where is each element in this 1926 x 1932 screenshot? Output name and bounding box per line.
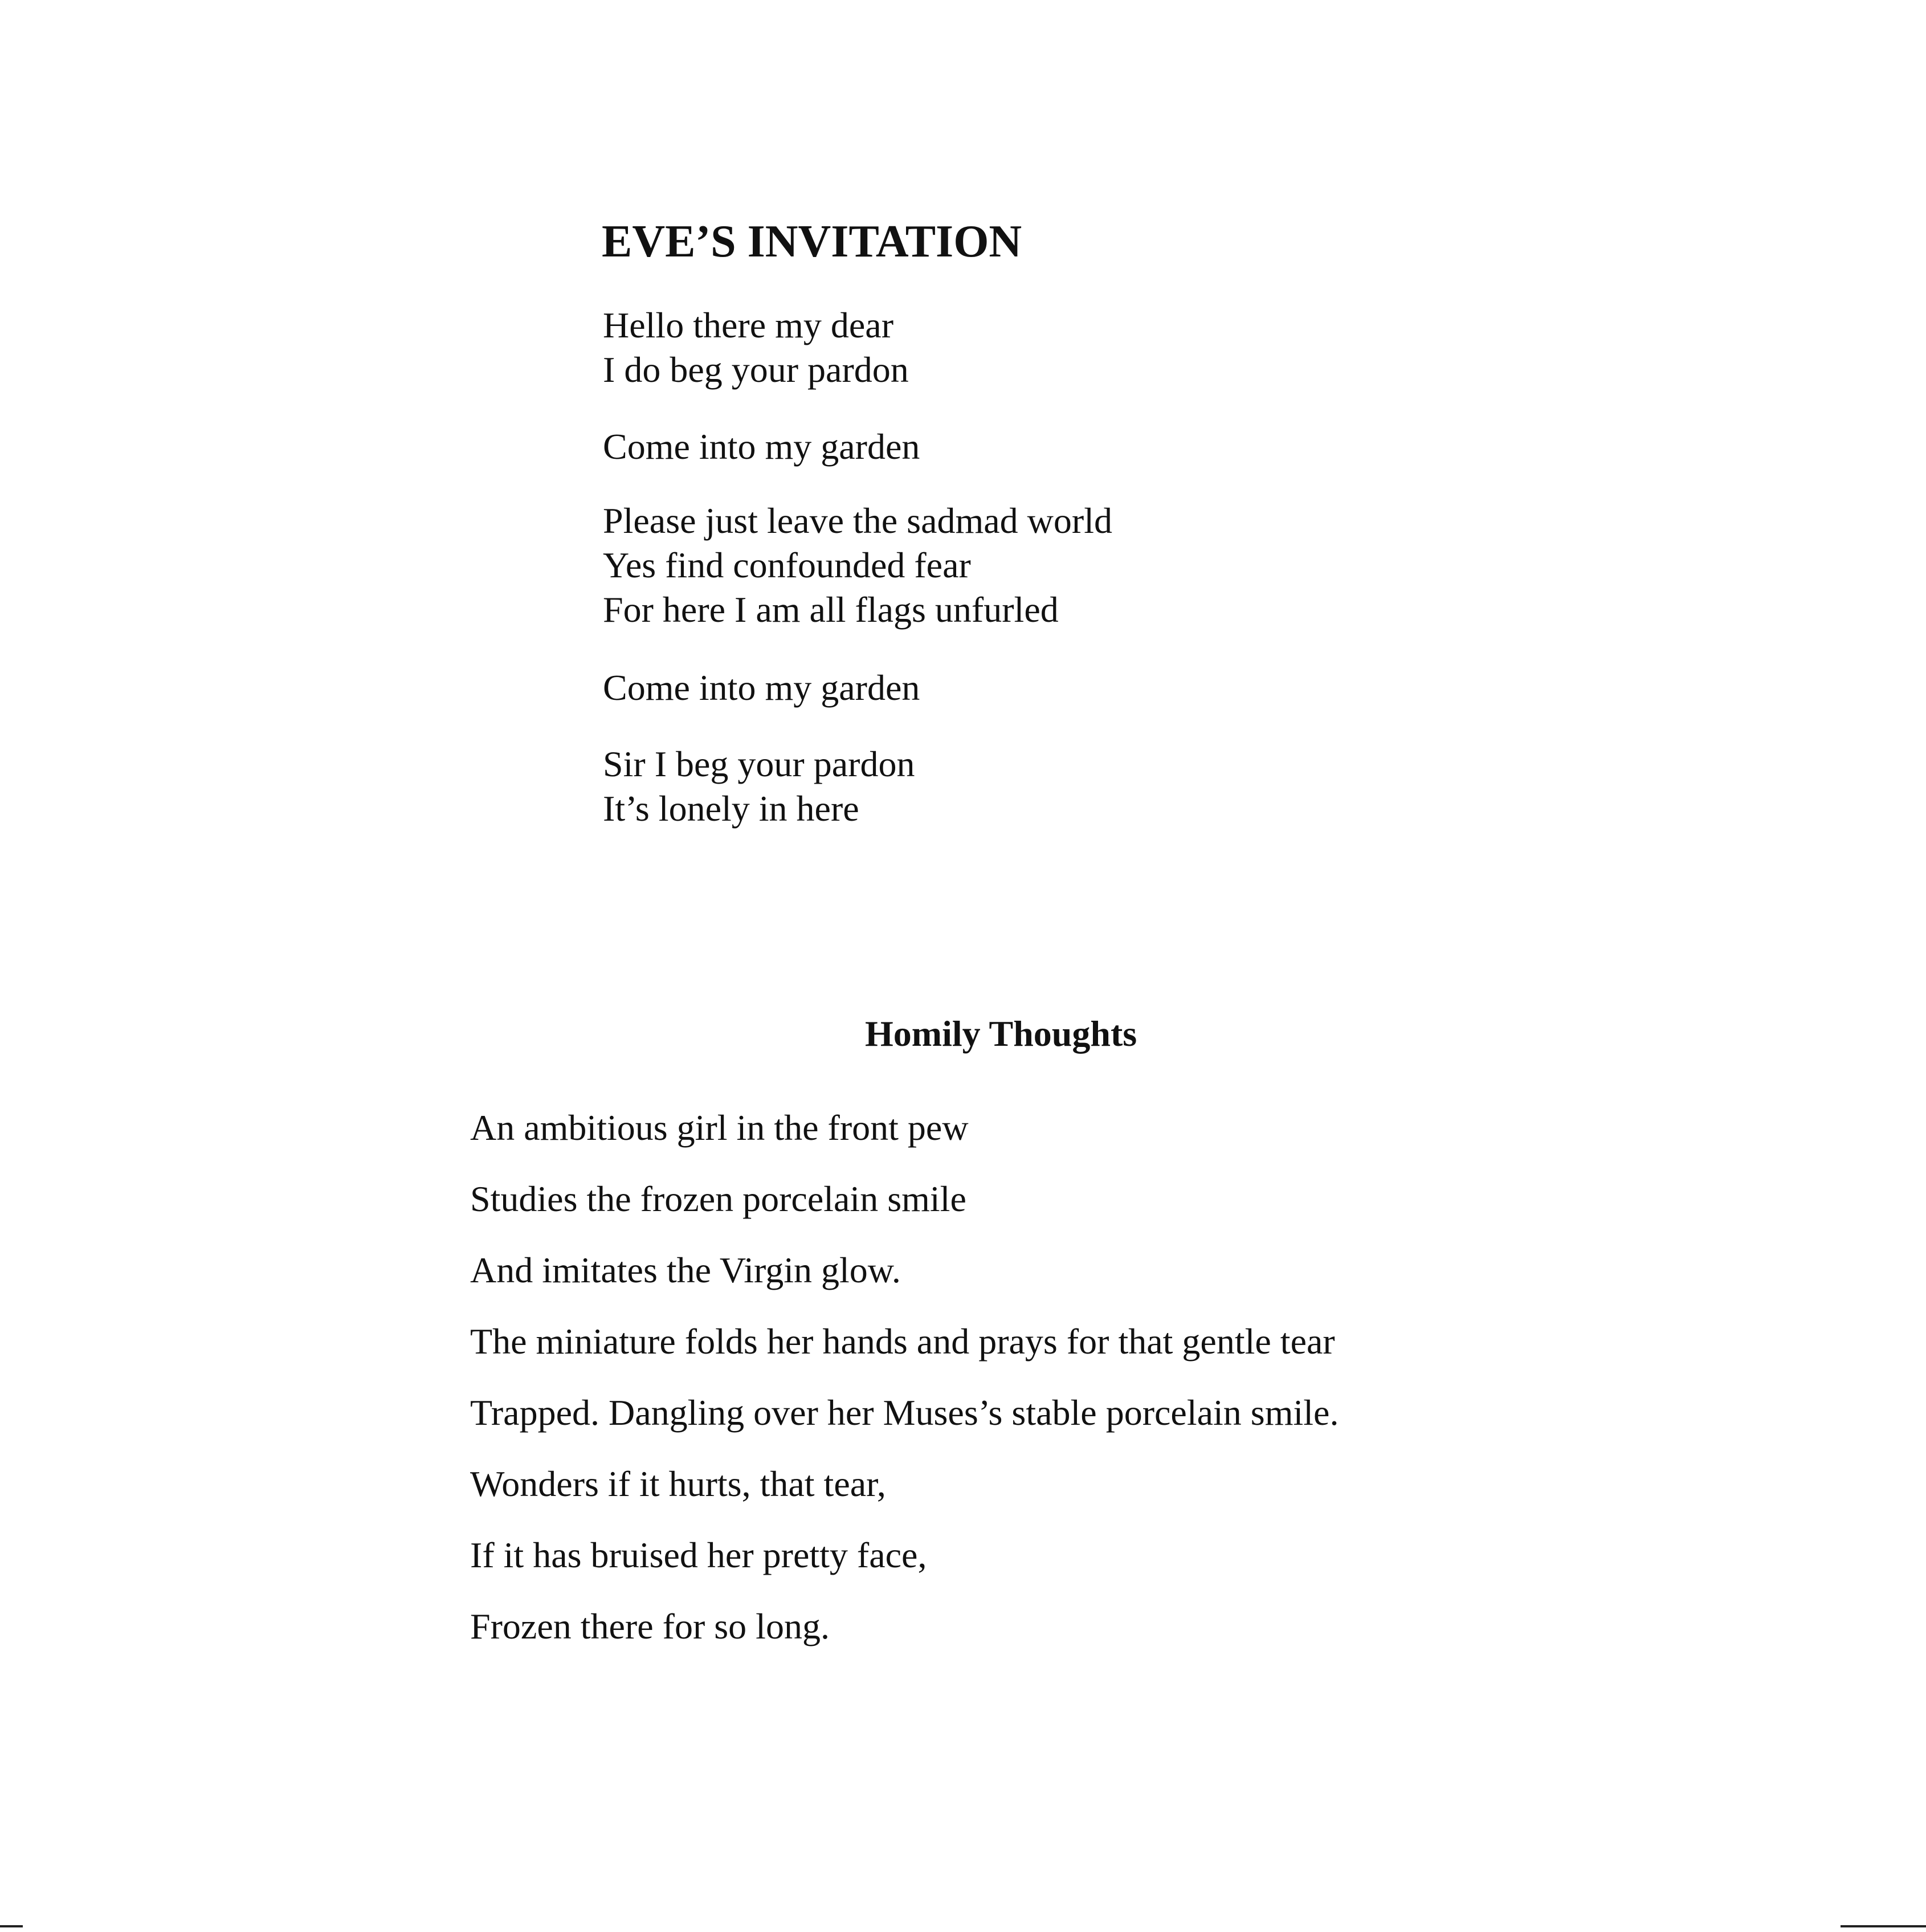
poem-line: Hello there my dear bbox=[603, 305, 893, 345]
poem-line: If it has bruised her pretty face, bbox=[470, 1535, 927, 1575]
stanza bbox=[603, 303, 909, 392]
scan-edge-mark bbox=[1841, 1925, 1926, 1927]
poem-line: I do beg your pardon bbox=[603, 349, 909, 390]
scan-edge-mark bbox=[0, 1925, 23, 1927]
poem-title: Homily Thoughts bbox=[865, 1013, 1137, 1054]
poem-line: Trapped. Dangling over her Muses’s stable porcelain smile. bbox=[470, 1392, 1339, 1433]
stanza bbox=[470, 1106, 1339, 1676]
poem-line: Please just leave the sadmad world bbox=[603, 500, 1112, 541]
stanza bbox=[603, 499, 1112, 632]
poem-line: And imitates the Virgin glow. bbox=[470, 1250, 901, 1290]
poem-line: Frozen there for so long. bbox=[470, 1606, 830, 1646]
poem-line: Come into my garden bbox=[603, 426, 920, 467]
poem-line: Wonders if it hurts, that tear, bbox=[470, 1464, 886, 1504]
stanza bbox=[603, 425, 920, 469]
poem-line: The miniature folds her hands and prays for that gentle tear bbox=[470, 1321, 1335, 1362]
poem-line: Come into my garden bbox=[603, 667, 920, 708]
poem-line: Yes find confounded fear bbox=[603, 545, 971, 585]
poem-line: It’s lonely in here bbox=[603, 788, 859, 829]
stanza bbox=[603, 742, 915, 831]
poem-line: An ambitious girl in the front pew bbox=[470, 1107, 969, 1148]
poem-line: Sir I beg your pardon bbox=[603, 744, 915, 784]
poem-title: EVE’S INVITATION bbox=[602, 217, 1022, 267]
stanza bbox=[603, 666, 920, 710]
poem-line: Studies the frozen porcelain smile bbox=[470, 1179, 966, 1219]
poem-line: For here I am all flags unfurled bbox=[603, 589, 1059, 630]
